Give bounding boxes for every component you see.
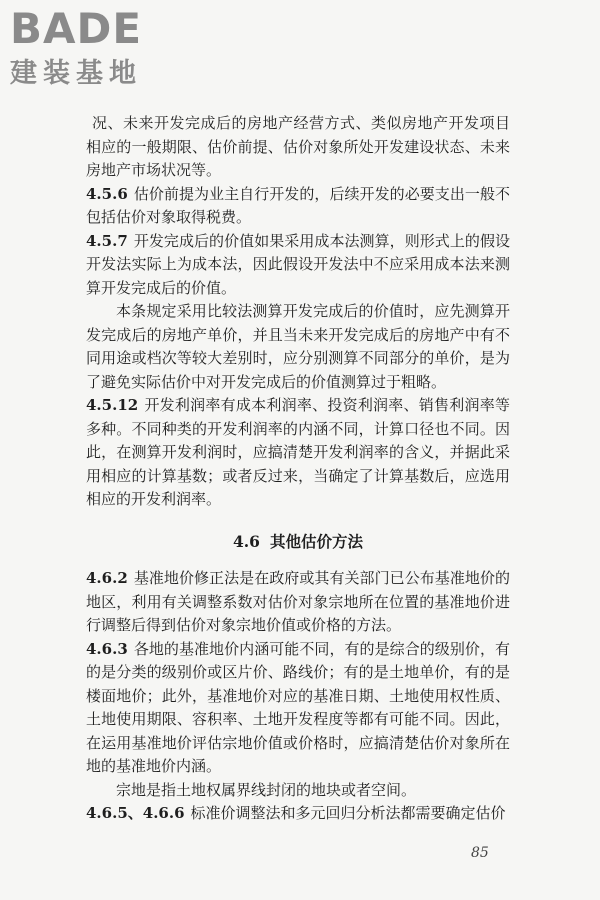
document-body [86,112,510,826]
paragraph [86,300,510,394]
paragraph-text: 基准地价修正法是在政府或其有关部门已公布基准地价的地区，利用有关调整系数对估价对象宗地所在位置的基准地价进行调整后得到估价对象宗地价值或价格的方法。 [86,569,510,634]
logo-brand-cn: 建装基地 [10,58,142,89]
paragraph-text: 况、未来开发完成后的房地产经营方式、类似房地产开发项目相应的一般期限、估价前提、估价对象所处开发建设状态、未来房地产市场状况等。 [86,114,510,179]
paragraph [86,638,510,779]
paragraph [86,183,510,230]
logo-brand-en: BADE [10,4,143,53]
paragraph-text: 估价前提为业主自行开发的，后续开发的必要支出一般不包括估价对象取得税费。 [86,184,510,226]
page-number: 85 [471,845,489,861]
paragraphs-top [86,112,510,512]
paragraph-text: 本条规定采用比较法测算开发完成后的价值时，应先测算开发完成后的房地产单价，并且当未来开发完成后的房地产中有不同用途或档次等较大差别时，应分别测算不同部分的单价，是为了避免实际估价中对开发完成后的价值测算过于粗略。 [86,302,510,391]
paragraph-text: 宗地是指土地权属界线封闭的地块或者空间。 [116,780,417,799]
paragraph [86,112,510,183]
clause-number: 4.5.6 [86,184,128,203]
paragraph [86,394,510,512]
clause-number: 4.5.12 [86,396,139,414]
clause-number: 4.6.2 [86,569,128,587]
clause-number: 4.6.3 [86,639,128,658]
paragraph-text: 标准价调整法和多元回归分析法都需要确定估价 [190,804,506,822]
paragraph [86,230,510,301]
section-heading [86,530,510,554]
section-number: 4.6 [233,531,260,551]
paragraph [86,779,510,803]
paragraph-text: 开发利润率有成本利润率、投资利润率、销售利润率等多种。不同种类的开发利润率的内涵不同，计算口径也不同。因此，在测算开发利润时，应搞清楚开发利润率的含义，并据此采用相应的计算基数；或者反过来，当确定了计算基数后，应选用相应的开发利润率。 [86,396,510,508]
paragraph [86,567,510,638]
paragraph-text: 各地的基准地价内涵可能不同，有的是综合的级别价，有的是分类的级别价或区片价、路线价；有的是土地单价，有的是楼面地价；此外，基准地价对应的基准日期、土地使用权性质、土地使用期限、容积率、土地开发程度等都有可能不同。因此，在运用基准地价评估宗地价值或价格时，应搞清楚估价对象所在地的基准地价内涵。 [86,639,510,775]
clause-number: 4.5.7 [86,231,128,250]
paragraph-text: 开发完成后的价值如果采用成本法测算，则形式上的假设开发法实际上为成本法，因此假设开发法中不应采用成本法来测算开发完成后的价值。 [86,231,510,297]
paragraph [86,802,510,826]
clause-number: 4.6.5、4.6.6 [86,804,185,822]
paragraphs-bottom [86,567,510,826]
logo [10,6,180,92]
section-title: 其他估价方法 [269,531,363,551]
